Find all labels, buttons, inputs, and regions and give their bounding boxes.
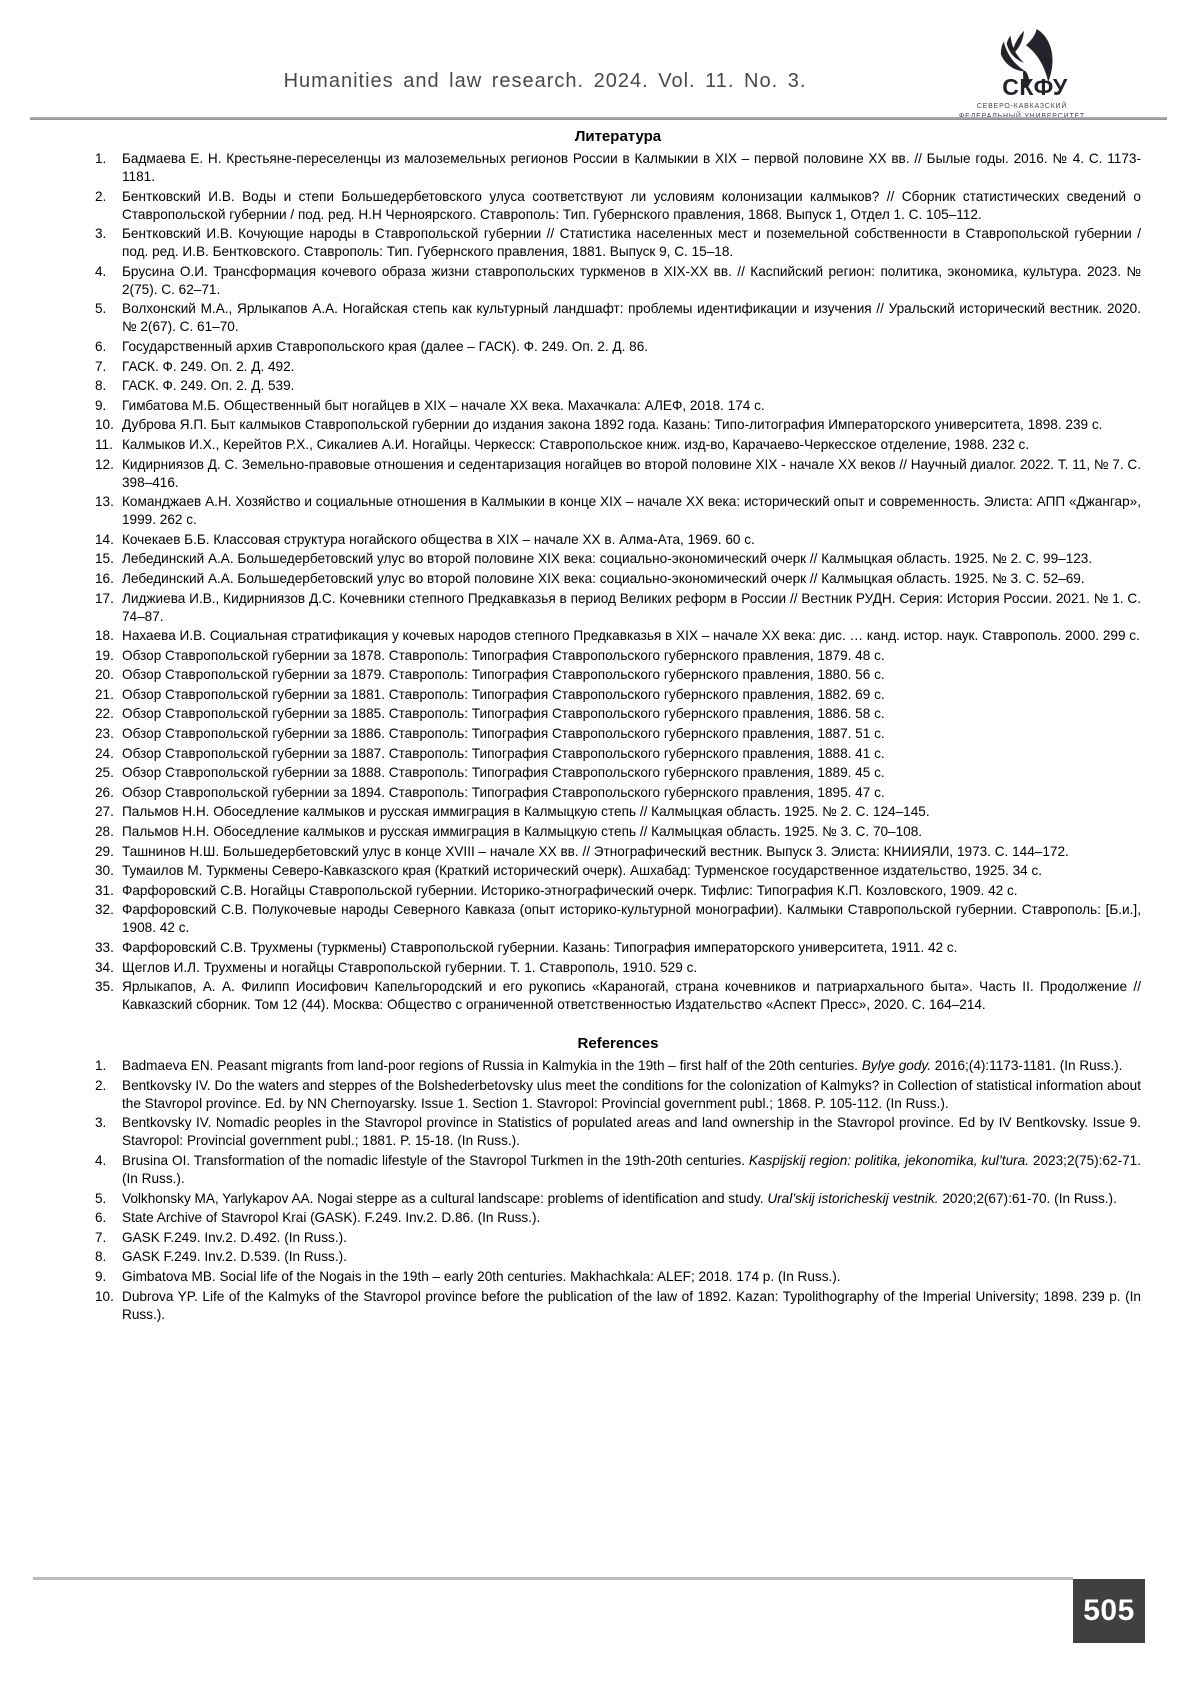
reference-number: 18. [95, 628, 114, 644]
page-content [95, 128, 1141, 1325]
reference-item [95, 338, 1141, 356]
reference-text: Дуброва Я.П. Быт калмыков Ставропольской губернии до издания закона 1892 года. Казань: Типо-литография Императорского университета, 1898. 239 с. [122, 417, 1103, 433]
reference-item [95, 843, 1141, 861]
reference-item [95, 493, 1141, 529]
reference-number: 7. [95, 358, 107, 374]
reference-text: Обзор Ставропольской губернии за 1879. Ставрополь: Типография Ставропольского губернского правления, 1880. 56 с. [122, 667, 885, 683]
reference-text: Команджаев А.Н. Хозяйство и социальные отношения в Калмыкии в конце XIX – начале XX века: исторический опыт и современность. Элиста: АПП «Джангар», 1999. 262 с. [122, 494, 1141, 528]
reference-text: GASK F.249. Inv.2. D.492. (In Russ.). [122, 1229, 347, 1245]
reference-item [95, 705, 1141, 723]
reference-text: Бентковский И.В. Кочующие народы в Ставропольской губернии // Статистика населенных мест и поземельной собственности в Ставропольской губернии / под. ред. И.В. Бентковского. Ставрополь: Тип. Губернского правления, 1881. Выпуск 9, С. 15–18. [122, 226, 1141, 260]
reference-text: Бадмаева Е. Н. Крестьяне-переселенцы из малоземельных регионов России в Калмыкии в XIX – первой половине XX вв. // Былые годы. 2016. № 4. С. 1173-1181. [122, 151, 1141, 184]
reference-item [95, 456, 1141, 492]
reference-text: Ташнинов Н.Ш. Большедербетовский улус в конце XVIII – начале XX вв. // Этнографический вестник. Выпуск 3. Элиста: КНИИЯЛИ, 1973. С. 144–172. [122, 843, 1069, 859]
reference-number: 31. [95, 882, 114, 898]
reference-number: 3. [95, 226, 107, 242]
reference-text: ГАСК. Ф. 249. Оп. 2. Д. 539. [122, 378, 295, 394]
reference-number: 20. [95, 667, 114, 683]
header-divider [30, 117, 1167, 120]
reference-item [95, 686, 1141, 704]
reference-item [95, 531, 1141, 549]
reference-number: 13. [95, 494, 114, 510]
reference-number: 4. [95, 1152, 107, 1168]
page-number-badge: 505 [1073, 1579, 1145, 1643]
reference-text: ГАСК. Ф. 249. Оп. 2. Д. 492. [122, 358, 295, 374]
reference-number: 2. [95, 188, 107, 204]
reference-number: 17. [95, 590, 114, 606]
reference-item [95, 397, 1141, 415]
skfu-logo [974, 28, 1070, 122]
reference-number: 4. [95, 263, 107, 279]
reference-number: 19. [95, 647, 114, 663]
footer-divider [33, 1577, 1073, 1580]
reference-text: Фарфоровский С.В. Трухмены (туркмены) Ставропольской губернии. Казань: Типография императорского университета, 1911. 42 с. [122, 940, 958, 955]
reference-text: GASK F.249. Inv.2. D.539. (In Russ.). [122, 1249, 347, 1265]
reference-number: 7. [95, 1229, 107, 1245]
reference-text: Бентковский И.В. Воды и степи Большедербетовского улуса соответствуют ли условиям колонизации калмыков? // Сборник статистических сведений о Ставропольской губернии / под. ред. Н.Н Черноярского. Ставрополь: Тип. Губернского правления, 1868. Выпуск 1, Отдел 1. С. 105–112. [122, 188, 1141, 222]
reference-text: Лебединский А.А. Большедербетовский улус во второй половине XIX века: социально-экономический очерк // Калмыцкая область. 1925. № 2. С. 99–123. [122, 551, 1093, 567]
reference-text: Обзор Ставропольской губернии за 1881. Ставрополь: Типография Ставропольского губернского правления, 1882. 69 с. [122, 686, 885, 702]
reference-number: 16. [95, 570, 114, 586]
reference-item [95, 862, 1141, 880]
reference-text: Кочекаев Б.Б. Классовая структура ногайского общества в XIX – начале XX в. Алма-Ата, 1969. 60 с. [122, 531, 755, 547]
reference-text: Лиджиева И.В., Кидирниязов Д.С. Кочевники степного Предкавказья в период Великих реформ в России // Вестник РУДН. Серия: История России. 2021. № 1. С. 74–87. [122, 590, 1141, 624]
reference-number: 5. [95, 301, 107, 317]
reference-item [95, 823, 1141, 841]
reference-text: Ярлыкапов, А. А. Филипп Иосифович Капельгородский и его рукопись «Караногай, страна кочевников и патриархального быта». Часть II. Продолжение // Кавказский сборник. Том 12 (44). Москва: Общество с ограниченной ответственностью Издательство «Аспект Пресс», 2020. С. 164–214. [122, 979, 1141, 1013]
reference-text: Кидирниязов Д. С. Земельно-правовые отношения и седентаризация ногайцев во второй половине XIX - начале XX веков // Научный диалог. 2022. Т. 11, № 7. С. 398–416. [122, 456, 1141, 490]
reference-text: Брусина О.И. Трансформация кочевого образа жизни ставропольских туркменов в XIX-XX вв. // Каспийский регион: политика, экономика, культура. 2023. № 2(75). С. 62–71. [122, 263, 1141, 297]
reference-item [95, 358, 1141, 376]
reference-text: Обзор Ставропольской губернии за 1885. Ставрополь: Типография Ставропольского губернского правления, 1886. 58 с. [122, 706, 885, 722]
reference-item [95, 959, 1141, 977]
reference-item [95, 1152, 1141, 1188]
reference-number: 2. [95, 1077, 107, 1093]
reference-number: 6. [95, 338, 107, 354]
reference-number: 5. [95, 1190, 107, 1206]
reference-number: 27. [95, 804, 114, 820]
reference-text: Лебединский А.А. Большедербетовский улус во второй половине XIX века: социально-экономический очерк // Калмыцкая область. 1925. № 3. С. 52–69. [122, 570, 1085, 586]
reference-item [95, 1229, 1141, 1247]
reference-number: 8. [95, 1249, 107, 1265]
reference-item [95, 590, 1141, 626]
reference-number: 9. [95, 1268, 107, 1284]
reference-item [95, 764, 1141, 782]
reference-item [95, 416, 1141, 434]
reference-text: Фарфоровский С.В. Полукочевые народы Северного Кавказа (опыт историко-культурной монографии). Калмыки Ставропольской губернии. Ставрополь: [Б.и.], 1908. 42 с. [122, 902, 1141, 936]
reference-text: Государственный архив Ставропольского края (далее – ГАСК). Ф. 249. Оп. 2. Д. 86. [122, 338, 649, 354]
reference-text: Тумаилов М. Туркмены Северо-Кавказского края (Краткий исторический очерк). Ашхабад: Турменское государственное издательство, 1925. 34 с. [122, 863, 1043, 879]
reference-item [95, 1268, 1141, 1286]
reference-text: Калмыков И.Х., Керейтов Р.Х., Сикалиев А.И. Ногайцы. Черкесск: Ставропольское книж. изд-во, Карачаево-Черкесское отделение, 1988. 232 с. [122, 436, 1030, 452]
reference-item [95, 978, 1141, 1014]
reference-number: 29. [95, 843, 114, 859]
reference-number: 34. [95, 959, 114, 975]
reference-item [95, 225, 1141, 261]
reference-item [95, 550, 1141, 568]
reference-number: 32. [95, 902, 114, 918]
reference-text: Badmaeva EN. Peasant migrants from land-poor regions of Russia in Kalmykia in the 19th – first half of the 20th centuries. Bylye gody. 2016;(4):1173-1181. (In Russ.). [122, 1058, 1123, 1074]
reference-item [95, 803, 1141, 821]
reference-item [95, 1209, 1141, 1227]
reference-text: Пальмов Н.Н. Обоседление калмыков и русская иммиграция в Калмыцкую степь // Калмыцкая область. 1925. № 3. С. 70–108. [122, 824, 923, 840]
reference-number: 1. [95, 151, 107, 166]
reference-number: 10. [95, 417, 114, 433]
skfu-logo-caption-line1: СЕВЕРО-КАВКАЗСКИЙ [976, 103, 1068, 110]
references-section-title: References [577, 1035, 659, 1053]
literatura-reference-list [95, 150, 1141, 1014]
reference-item [95, 1190, 1141, 1208]
reference-text: Bentkovsky IV. Do the waters and steppes of the Bolshederbetovsky ulus meet the conditions for the colonization of Kalmyks? in Collection of statistical information about the Stavropol province. Ed. by NN Chernoyarsky. Issue 1. Section 1. Stavropol: Provincial government publ.; 1868. P. 105-112. (In Russ.). [122, 1077, 1141, 1111]
reference-text: Обзор Ставропольской губернии за 1886. Ставрополь: Типография Ставропольского губернского правления, 1887. 51 с. [122, 726, 885, 742]
reference-item [95, 188, 1141, 224]
reference-text: Обзор Ставропольской губернии за 1887. Ставрополь: Типография Ставропольского губернского правления, 1888. 41 с. [122, 745, 885, 761]
reference-text: Обзор Ставропольской губернии за 1888. Ставрополь: Типография Ставропольского губернского правления, 1889. 45 с. [122, 765, 885, 781]
reference-item [95, 745, 1141, 763]
reference-item [95, 666, 1141, 684]
reference-text: Gimbatova MB. Social life of the Nogais in the 19th – early 20th centuries. Makhachkala: ALEF; 2018. 174 p. (In Russ.). [122, 1268, 841, 1284]
reference-text: Bentkovsky IV. Nomadic peoples in the Stavropol province in Statistics of populated areas and land ownership in the Stavropol province. Ed by IV Bentkovsky. Issue 9. Stavropol: Provincial government publ.; 1881. P. 15-18. (In Russ.). [122, 1115, 1141, 1149]
reference-number: 22. [95, 706, 114, 722]
reference-text: Пальмов Н.Н. Обоседление калмыков и русская иммиграция в Калмыцкую степь // Калмыцкая область. 1925. № 2. С. 124–145. [122, 804, 930, 820]
reference-number: 33. [95, 940, 114, 955]
reference-number: 12. [95, 456, 114, 472]
reference-item [95, 784, 1141, 802]
reference-number: 28. [95, 824, 114, 840]
literatura-section-title: Литература [574, 128, 662, 145]
reference-number: 8. [95, 378, 107, 394]
reference-text: Гимбатова М.Б. Общественный быт ногайцев в XIX – начале XX века. Махачкала: АЛЕФ, 2018. 174 с. [122, 397, 765, 413]
reference-item [95, 1288, 1141, 1324]
reference-text: Щеглов И.Л. Трухмены и ногайцы Ставропольской губернии. Т. 1. Ставрополь, 1910. 529 с. [122, 959, 698, 975]
reference-item [95, 263, 1141, 299]
reference-text: Обзор Ставропольской губернии за 1878. Ставрополь: Типография Ставропольского губернского правления, 1879. 48 с. [122, 647, 885, 663]
journal-header-title: Humanities and law research. 2024. Vol. 11. No. 3. [283, 70, 807, 92]
reference-item [95, 1057, 1141, 1075]
reference-item [95, 647, 1141, 665]
reference-number: 15. [95, 551, 114, 567]
reference-text: Brusina OI. Transformation of the nomadic lifestyle of the Stavropol Turkmen in the 19th-20th centuries. Kaspijskij region: politika, jekonomika, kul’tura. 2023;2(75):62-71. (In Russ.). [122, 1152, 1142, 1186]
reference-number: 6. [95, 1210, 107, 1226]
reference-item [95, 377, 1141, 395]
reference-item [95, 882, 1141, 900]
reference-item [95, 725, 1141, 743]
reference-item [95, 901, 1141, 937]
skfu-logo-wordmark: СКФУ [1002, 74, 1068, 100]
reference-item [95, 150, 1141, 186]
reference-text: State Archive of Stavropol Krai (GASK). F.249. Inv.2. D.86. (In Russ.). [122, 1210, 541, 1226]
reference-number: 35. [95, 979, 114, 995]
reference-number: 23. [95, 726, 114, 742]
reference-number: 9. [95, 397, 107, 413]
reference-text: Фарфоровский С.В. Ногайцы Ставропольской губернии. Историко-этнографический очерк. Тифлис: Типография К.П. Козловского, 1909. 42 с. [122, 882, 1018, 898]
reference-item [95, 1077, 1141, 1113]
reference-number: 26. [95, 784, 114, 800]
reference-number: 25. [95, 765, 114, 781]
reference-number: 14. [95, 531, 114, 547]
reference-item [95, 1248, 1141, 1266]
reference-number: 3. [95, 1115, 107, 1131]
reference-number: 30. [95, 863, 114, 879]
reference-item [95, 570, 1141, 588]
reference-item [95, 939, 1141, 957]
section-literatura [95, 128, 1141, 1014]
reference-text: Dubrova YP. Life of the Kalmyks of the Stavropol province before the publication of the law of 1892. Kazan: Typolithography of the Imperial University; 1898. 239 p. (In Russ.). [122, 1288, 1141, 1322]
reference-number: 21. [95, 686, 114, 702]
reference-text: Нахаева И.В. Социальная стратификация у кочевых народов степного Предкавказья в XIX – начале XX века: дис. … канд. истор. наук. Ставрополь. 2000. 299 с. [122, 628, 1140, 644]
reference-number: 10. [95, 1288, 114, 1304]
reference-item [95, 627, 1141, 645]
reference-item [95, 436, 1141, 454]
reference-text: Волхонский М.А., Ярлыкапов А.А. Ногайская степь как культурный ландшафт: проблемы идентификации и изучения // Уральский исторический вестник. 2020. № 2(67). С. 61–70. [122, 301, 1141, 335]
reference-text: Volkhonsky MA, Yarlykapov AA. Nogai steppe as a cultural landscape: problems of identification and study. Ural’skij istoricheskij vestnik. 2020;2(67):61-70. (In Russ.). [122, 1190, 1117, 1206]
references-reference-list [95, 1057, 1141, 1323]
reference-number: 11. [95, 436, 113, 452]
reference-number: 24. [95, 745, 114, 761]
reference-item [95, 300, 1141, 336]
reference-text: Обзор Ставропольской губернии за 1894. Ставрополь: Типография Ставропольского губернского правления, 1895. 47 с. [122, 784, 885, 800]
section-references [95, 1035, 1141, 1323]
reference-number: 1. [95, 1058, 107, 1074]
reference-item [95, 1114, 1141, 1150]
